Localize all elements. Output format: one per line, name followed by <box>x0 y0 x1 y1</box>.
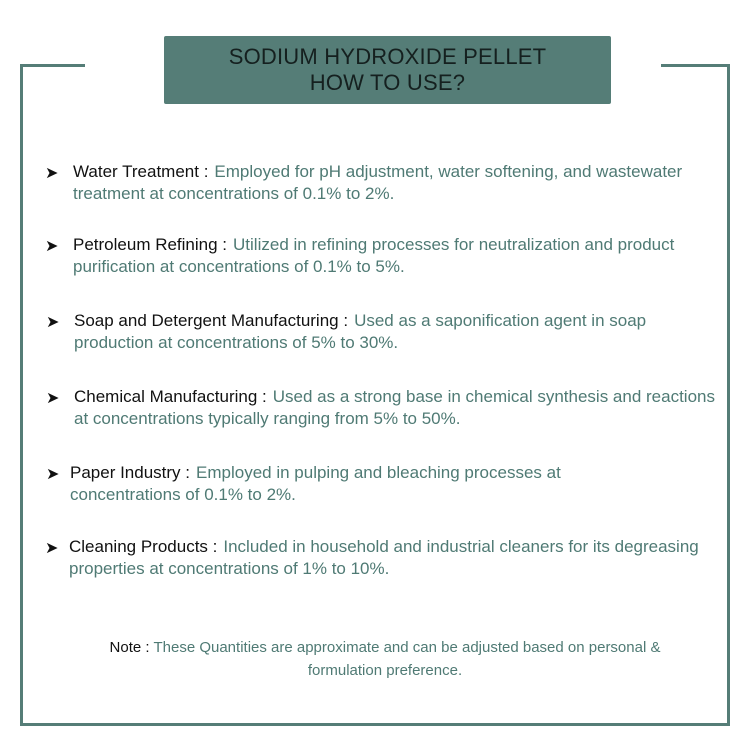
usage-item-text: Utilized in refining processes for neutralization and product purification at concentrations of 0.1% to 5%. <box>73 235 675 276</box>
footnote <box>100 636 670 682</box>
usage-item-text: Used as a saponification agent in soap production at concentrations of 5% to 30%. <box>74 311 647 352</box>
usage-item-text: Included in household and industrial cleaners for its degreasing properties at concentrations of 1% to 10%. <box>69 537 699 578</box>
note-text: These Quantities are approximate and can be adjusted based on personal & formulation preference. <box>153 639 661 679</box>
usage-item-label: Water Treatment : <box>73 162 209 181</box>
usage-item-text: Used as a strong base in chemical synthesis and reactions at concentrations typically ranging from 5% to 50%. <box>74 387 715 428</box>
frame-left-edge <box>20 64 23 726</box>
usage-item-text: Employed in pulping and bleaching processes at concentrations of 0.1% to 2%. <box>70 463 561 504</box>
usage-item-cleaning-products <box>45 536 709 580</box>
usage-item-paper-industry <box>46 462 640 506</box>
frame-top-left-edge <box>20 64 85 67</box>
usage-item-petroleum-refining <box>45 234 733 278</box>
usage-item-label: Cleaning Products : <box>69 537 218 556</box>
arrow-bullet-icon: ➤ <box>46 314 60 331</box>
usage-item-label: Petroleum Refining : <box>73 235 228 254</box>
usage-item-chemical-manufacturing <box>46 386 724 430</box>
arrow-bullet-icon: ➤ <box>45 238 59 255</box>
arrow-bullet-icon: ➤ <box>45 540 59 557</box>
usage-item-label: Soap and Detergent Manufacturing : <box>74 311 349 330</box>
title-banner <box>164 36 611 104</box>
arrow-bullet-icon: ➤ <box>46 390 60 407</box>
usage-item-label: Chemical Manufacturing : <box>74 387 267 406</box>
usage-item-water-treatment <box>45 161 733 205</box>
title-line-1: SODIUM HYDROXIDE PELLET <box>228 44 547 69</box>
title-line-2: HOW TO USE? <box>309 70 466 95</box>
arrow-bullet-icon: ➤ <box>46 466 60 483</box>
frame-bottom-edge <box>20 723 730 726</box>
note-label: Note : <box>109 639 150 656</box>
usage-item-label: Paper Industry : <box>70 463 191 482</box>
arrow-bullet-icon: ➤ <box>45 165 59 182</box>
frame-top-right-edge <box>661 64 730 67</box>
usage-item-text: Employed for pH adjustment, water softening, and wastewater treatment at concentrations of 0.1% to 2%. <box>73 162 683 203</box>
usage-item-soap-detergent <box>46 310 729 354</box>
